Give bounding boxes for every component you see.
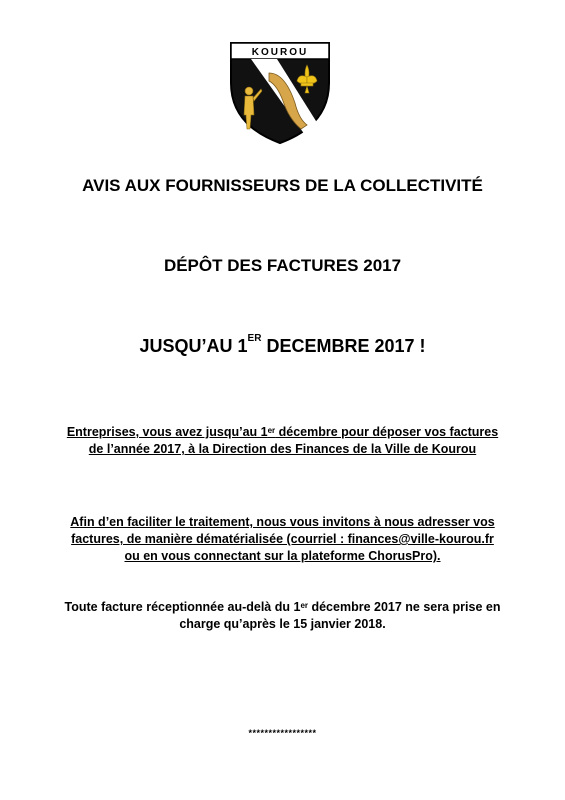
deadline-paragraph-superscript: er <box>267 426 276 435</box>
deadline-paragraph <box>30 424 535 458</box>
late-invoice-paragraph-line1-start: Toute facture réceptionnée au-delà du 1 <box>64 600 301 614</box>
deadline-title <box>0 333 565 357</box>
deadline-title-end: DECEMBRE 2017 ! <box>261 336 426 356</box>
deadline-paragraph-line1-start: Entreprises, vous avez jusqu’au 1 <box>66 425 268 439</box>
late-invoice-paragraph <box>30 599 535 633</box>
dematerialized-paragraph-line1: Afin d’en faciliter le traitement, nous vous invitons à nous adresser vos <box>70 515 495 529</box>
late-invoice-paragraph-line1-end: décembre 2017 ne sera prise en <box>308 600 501 614</box>
footer-separator-stars: ***************** <box>248 728 317 738</box>
dematerialized-paragraph-line3: ou en vous connectant sur la plateforme ChorusPro). <box>124 549 441 563</box>
deadline-paragraph-line2: de l’année 2017, à la Direction des Finances de la Ville de Kourou <box>88 442 477 456</box>
deadline-title-superscript: ER <box>247 333 262 344</box>
late-invoice-paragraph-superscript: er <box>300 601 308 610</box>
invoice-deposit-title: DÉPÔT DES FACTURES 2017 <box>163 256 402 275</box>
dematerialized-paragraph-line2: factures, de manière dématérialisée (courriel : finances@ville-kourou.fr <box>71 532 494 546</box>
kourou-coat-of-arms-logo <box>225 33 335 145</box>
deadline-title-start: JUSQU’AU 1 <box>139 336 248 356</box>
late-invoice-paragraph-line2: charge qu’après le 15 janvier 2018. <box>179 617 386 631</box>
dematerialized-paragraph <box>30 514 535 565</box>
deadline-paragraph-line1-end: décembre pour déposer vos factures <box>275 425 499 439</box>
logo-banner-text: KOUROU <box>251 47 309 58</box>
notice-title: AVIS AUX FOURNISSEURS DE LA COLLECTIVITÉ <box>82 176 483 195</box>
